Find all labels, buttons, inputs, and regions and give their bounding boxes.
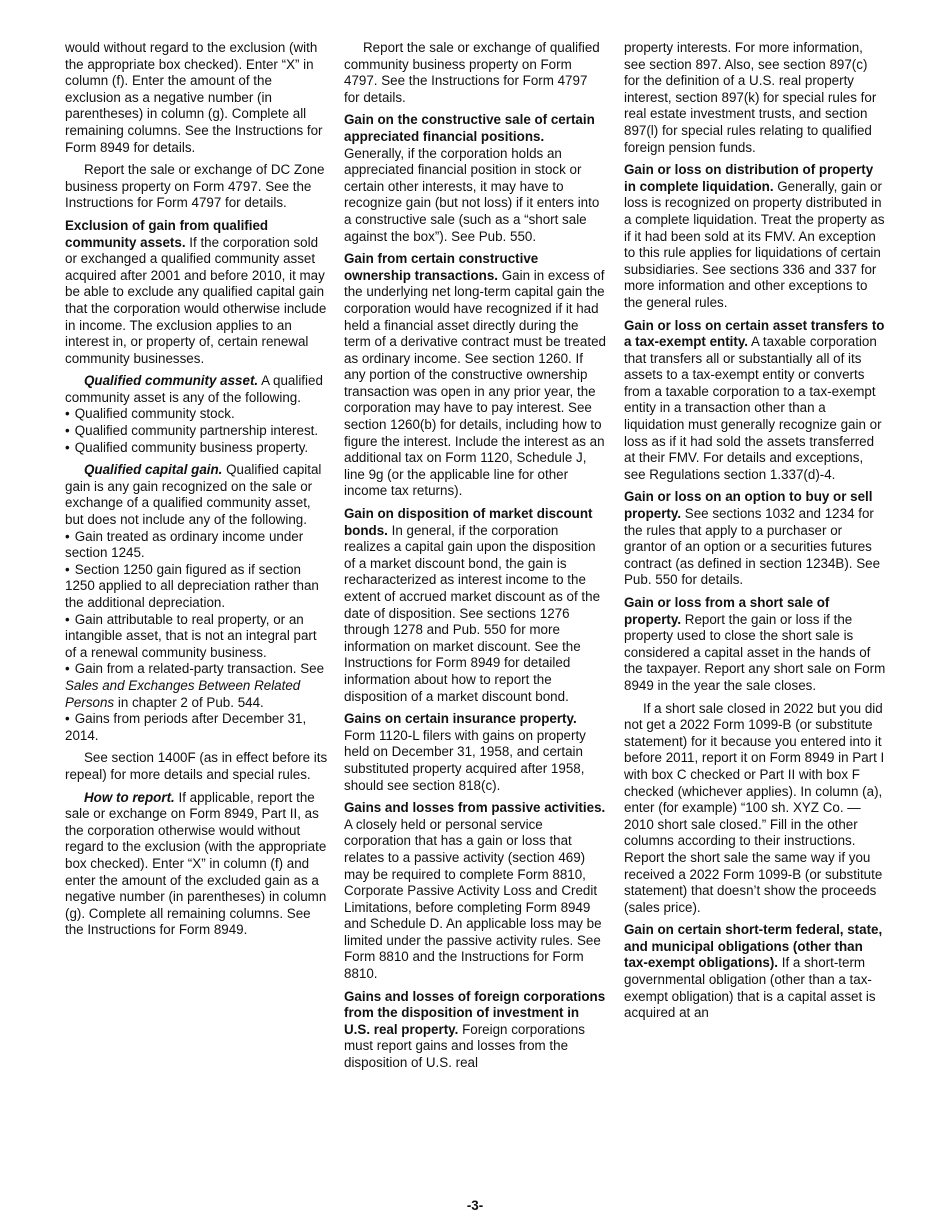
section-text: Foreign corporations must report gains and losses from the disposition of U.S. real	[344, 1021, 585, 1071]
section-heading: Exclusion of gain from qualified community assets.	[65, 217, 269, 250]
subsection-heading: How to report.	[84, 789, 175, 805]
bullet-icon: •	[65, 406, 70, 422]
section-foreign	[344, 989, 606, 1072]
section-heading: Gain on the constructive sale of certain appreciated financial positions.	[344, 112, 595, 144]
section-text: If the corporation sold or exchanged a qualified community asset acquired after 2001 and before 2010, it may be able to exclude any qualified capital gain that the corporation would otherwise include in income. The exclusion applies to an interest in, or property of, certain renewal community businesses.	[65, 234, 327, 366]
section-heading: Gain on certain short-term federal, state, and municipal obligations (other than tax-exempt obligations).	[624, 922, 883, 971]
column-1	[65, 40, 328, 945]
paragraph: See section 1400F (as in effect before its repeal) for more details and special rules.	[65, 750, 328, 782]
section-heading: Gain on disposition of market discount bonds.	[344, 506, 593, 538]
section-heading: Gain or loss on certain asset transfers to a tax-exempt entity.	[624, 317, 885, 350]
paragraph: Report the sale or exchange of qualified community business property on Form 4797. See the Instructions for Form 4797 for details.	[344, 40, 600, 105]
section-text: A closely held or personal service corporation that has a gain or loss that relates to a passive activity (section 469) may be required to complete Form 8810, Corporate Passive Activity Loss and Credit Limitations, before completing Form 8949 and Schedule D. An applicable loss may be limited under the passive activity rules. See Form 8810 and the Instructions for Form 8810.	[344, 816, 602, 982]
section-passive	[344, 800, 606, 983]
list-item: • Gain attributable to real property, or an intangible asset, that is not an integral part of a renewal community business.	[65, 611, 317, 660]
section-heading: Gain or loss from a short sale of property.	[624, 595, 830, 627]
paragraph: Report the sale or exchange of DC Zone business property on Form 4797. See the Instructions for Form 4797 for details.	[65, 162, 325, 211]
section-text: Generally, if the corporation holds an appreciated financial position in stock or certain other interests, it may have to recognize gain (but not loss) if it enters into a constructive sale (such as a “short sale against the box”). See Pub. 550.	[344, 145, 600, 244]
bullet-icon: •	[65, 423, 70, 439]
list-item: • Gains from periods after December 31, 2014.	[65, 711, 307, 743]
section-option	[624, 489, 886, 589]
section-exclusion	[65, 218, 328, 367]
section-text: A taxable corporation that transfers all or substantially all of its assets to a tax-exempt entity or converts from a taxable corporation to a tax-exempt entity in a transaction other than a liquidation must generally recognize gain or loss as if it had sold the assets transferred at their FMV. For details and exceptions, see Regulations section 1.337(d)-4.	[624, 334, 882, 482]
section-heading: Gain or loss on an option to buy or sell property.	[624, 489, 873, 522]
section-heading: Gain from certain constructive ownership transactions.	[344, 251, 539, 283]
section-market-discount	[344, 506, 606, 705]
section-short-term-obligations	[624, 922, 886, 1022]
section-tax-exempt	[624, 318, 886, 484]
section-text: Generally, gain or loss is recognized on property distributed in a complete liquidation. Treat the property as if it had been sold at its FMV. An exception to this rule applies for liquidations of certain subsidiaries. See sections 336 and 337 for more information and other exceptions to the general rules.	[624, 178, 885, 310]
paragraph: If a short sale closed in 2022 but you did not get a 2022 Form 1099-B (or substitute statement) for it because you entered into it before 2011, report it on Form 8949 in Part I with box C checked or Part II with box F checked (whichever applies). In column (a), enter (for example) “100 sh. XYZ Co. —2010 short sale closed.” Fill in the other columns according to their instructions. Report the short sale the same way if you received a 2022 Form 1099-B (or substitute statement) that doesn’t show the proceeds (sales price).	[624, 700, 885, 915]
section-text: Form 1120-L filers with gains on property held on December 31, 1958, and certain substituted property acquired after 1958, should see section 818(c).	[344, 727, 586, 793]
subsection-qca	[65, 373, 328, 406]
subsection-text: If applicable, report the sale or exchange on Form 8949, Part II, as the corporation otherwise would without regard to the exclusion (with the appropriate box checked). Enter “X” in column (f) and enter the amount of the excluded gain as a negative number (in parentheses) in column (g). Complete all remaining columns. See the Instructions for Form 8949.	[65, 789, 327, 938]
bullet-icon: •	[65, 711, 70, 727]
section-constructive-ownership	[344, 251, 606, 500]
subsection-how-to-report	[65, 790, 328, 939]
bullet-icon: •	[65, 661, 70, 677]
list-item: • Gain treated as ordinary income under section 1245.	[65, 528, 304, 561]
paragraph: would without regard to the exclusion (with the appropriate box checked). Enter “X” in column (f). Enter the amount of the exclusion as a negative number (in parentheses) in column (g). Complete all remaining columns. See the Instructions for Form 8949 for details.	[65, 40, 323, 155]
subsection-text: Qualified capital gain is any gain recognized on the sale or exchange of a qualified community asset, but does not include any of the following.	[65, 462, 322, 528]
bullet-list	[65, 529, 328, 745]
bullet-icon: •	[65, 611, 70, 627]
subsection-qcg	[65, 462, 328, 528]
section-liquidation	[624, 162, 886, 311]
page-number: -3-	[466, 1198, 484, 1213]
section-heading: Gains and losses of foreign corporations from the disposition of investment in U.S. real property.	[344, 988, 606, 1037]
bullet-icon: •	[65, 528, 70, 544]
bullet-list	[65, 406, 328, 456]
list-item: • Section 1250 gain figured as if section 1250 applied to all depreciation rather than the additional depreciation.	[65, 561, 319, 610]
list-item: • Qualified community partnership interest.	[65, 423, 319, 439]
section-heading: Gains on certain insurance property.	[344, 711, 577, 727]
section-constructive-sale	[344, 112, 606, 245]
section-text: In general, if the corporation realizes a capital gain upon the disposition of a market discount bond, the gain is recharacterized as interest income to the extent of accrued market discount as of the date of disposition. See sections 1276 through 1278 and Pub. 550 for more information on market discount. See the Instructions for Form 8949 for detailed information about how to report the disposition of a market discount bond.	[344, 522, 601, 704]
bullet-icon: •	[65, 561, 70, 577]
column-2	[344, 40, 606, 1078]
section-text: If a short-term governmental obligation (other than a tax-exempt obligation) that is a capital asset is acquired at an	[624, 955, 876, 1021]
list-item: • Gain from a related-party transaction. See Sales and Exchanges Between Related Persons in chapter 2 of Pub. 544.	[65, 661, 325, 710]
section-short-sale	[624, 595, 886, 695]
paragraph: property interests. For more information, see section 897. Also, see section 897(c) for the definition of a U.S. real property interest, section 897(k) for special rules for real estate investment trusts, and section 897(l) for special rules relating to qualified foreign pension funds.	[624, 40, 877, 155]
subsection-heading: Qualified community asset.	[84, 373, 259, 389]
section-text: Gain in excess of the underlying net long-term capital gain the corporation would have recognized if it had held a financial asset directly during the term of a derivative contract must be treated as ordinary income. See section 1260. If any portion of the constructive ownership transaction was open in any prior year, the corporation may have to pay interest. See section 1260(b) for details, including how to figure the interest. Include the interest as an additional tax on Form 1120, Schedule J, line 9g (or the applicable line for other income tax returns).	[344, 267, 606, 499]
subsection-text: A qualified community asset is any of the following.	[65, 373, 323, 405]
subsection-heading: Qualified capital gain.	[84, 462, 223, 478]
list-item: • Qualified community business property.	[65, 439, 309, 455]
column-3	[624, 40, 886, 1028]
list-item: • Qualified community stock.	[65, 406, 235, 422]
bullet-icon: •	[65, 439, 70, 455]
section-text: Report the gain or loss if the property used to close the short sale is considered a capital asset in the hands of the taxpayer. Report any short sale on Form 8949 in the year the sale closes.	[624, 611, 886, 693]
section-heading: Gain or loss on distribution of property in complete liquidation.	[624, 162, 874, 194]
section-insurance	[344, 711, 606, 794]
section-text: See sections 1032 and 1234 for the rules that apply to a purchaser or grantor of an option or a securities futures contract (as defined in section 1234B). See Pub. 550 for details.	[624, 506, 881, 588]
section-heading: Gains and losses from passive activities.	[344, 800, 606, 816]
